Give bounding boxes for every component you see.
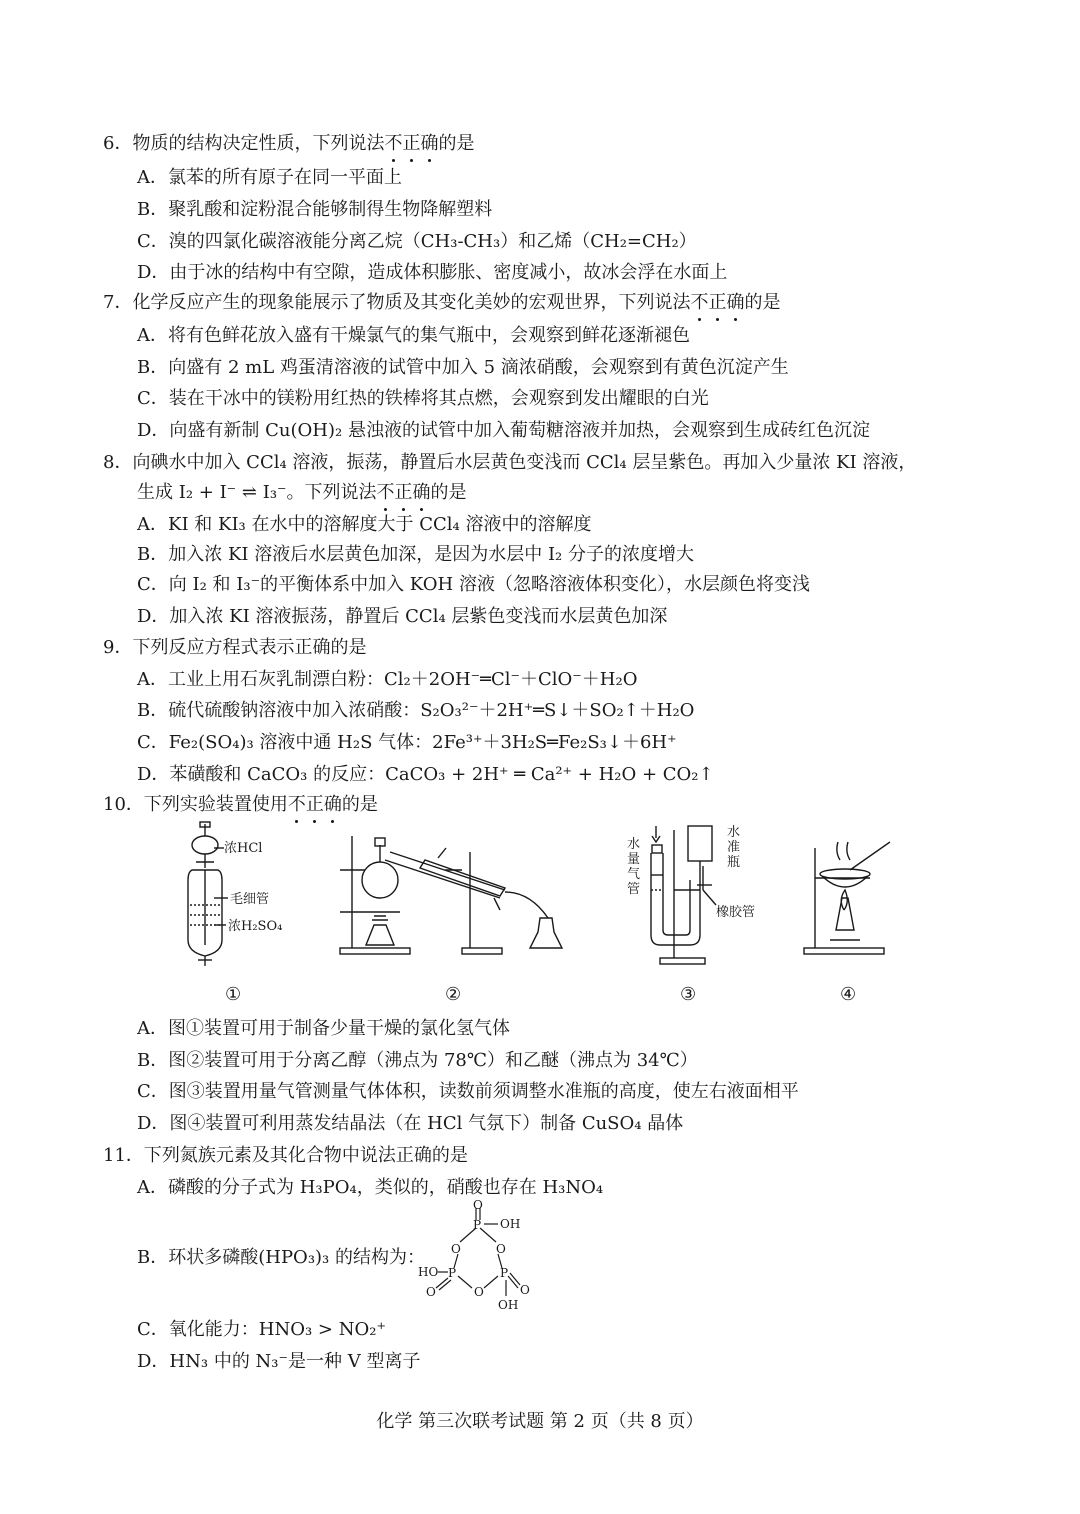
emphasis-dot-char: 确: [420, 133, 439, 154]
q10-stem: 10．下列实验装置使用不正确的是: [103, 794, 378, 815]
emphasis-dot-char: 正: [708, 292, 727, 313]
svg-text:P: P: [448, 1266, 457, 1280]
label-capillary: 毛细管: [230, 892, 270, 907]
svg-text:OH: OH: [500, 1217, 521, 1231]
emphasis-dot-char: 正: [305, 794, 324, 815]
q6-option-a: A．氯苯的所有原子在同一平面上: [137, 167, 402, 188]
emphasis-dot-char: 不: [384, 133, 403, 154]
q9-option-d: D．苯磺酸和 CaCO₃ 的反应：CaCO₃ + 2H⁺ ═ Ca²⁺ + H₂O + CO₂↑: [137, 764, 714, 785]
svg-text:OH: OH: [498, 1298, 519, 1312]
label-gauge-char: 气: [627, 867, 641, 882]
svg-text:P: P: [500, 1266, 509, 1280]
q8-stem-line1: 8．向碘水中加入 CCl₄ 溶液，振荡，静置后水层黄色变浅而 CCl₄ 层呈紫色。再加入少量浓 KI 溶液，: [103, 452, 917, 473]
page-footer: 化学 第三次联考试题 第 2 页（共 8 页）: [376, 1411, 704, 1432]
label-rubber-tube: 橡胶管: [716, 905, 756, 920]
q7-stem: 7．化学反应产生的现象能展示了物质及其变化美妙的宏观世界，下列说法不正确的是: [103, 292, 781, 313]
figure-3-gas-measuring: [651, 826, 716, 964]
figure-1-hcl-generator: [188, 822, 228, 966]
label-bottle-char: 瓶: [727, 855, 741, 870]
q10-option-c: C．图③装置用量气管测量气体体积，读数前须调整水准瓶的高度，使左右液面相平: [137, 1081, 799, 1102]
figure-3-number: ③: [680, 984, 697, 1005]
q8-option-a: A．KI 和 KI₃ 在水中的溶解度大于 CCl₄ 溶液中的溶解度: [137, 514, 592, 535]
svg-text:O: O: [473, 1200, 483, 1212]
label-gauge-char: 量: [627, 852, 641, 867]
q6-option-d: D．由于冰的结构中有空隙，造成体积膨胀、密度减小，故冰会浮在水面上: [137, 262, 728, 283]
q11-stem: 11．下列氮族元素及其化合物中说法正确的是: [103, 1145, 468, 1166]
emphasis-dot-char: 不: [287, 794, 306, 815]
svg-text:P: P: [473, 1218, 482, 1232]
q11-option-d: D．HN₃ 中的 N₃⁻是一种 V 型离子: [137, 1351, 421, 1372]
q8-option-d: D．加入浓 KI 溶液振荡，静置后 CCl₄ 层紫色变浅而水层黄色加深: [137, 606, 668, 627]
label-conc-h2so4: 浓H₂SO₄: [228, 919, 283, 934]
q9-option-b: B．硫代硫酸钠溶液中加入浓硝酸：S₂O₃²⁻＋2H⁺═S↓＋SO₂↑＋H₂O: [137, 700, 695, 721]
label-gauge-char: 管: [627, 882, 641, 897]
q10-option-d: D．图④装置可利用蒸发结晶法（在 HCl 气氛下）制备 CuSO₄ 晶体: [137, 1113, 684, 1134]
svg-text:O: O: [496, 1242, 506, 1256]
q9-option-a: A．工业上用石灰乳制漂白粉：Cl₂＋2OH⁻═Cl⁻＋ClO⁻＋H₂O: [137, 669, 638, 690]
label-gauge-char: 水: [627, 837, 641, 852]
q7-option-d: D．向盛有新制 Cu(OH)₂ 悬浊液的试管中加入葡萄糖溶液并加热，会观察到生成砖红色沉淀: [137, 420, 870, 441]
emphasis-dot-char: 不: [376, 482, 395, 503]
label-bottle-char: 水: [727, 825, 741, 840]
q9-stem: 9．下列反应方程式表示正确的是: [103, 637, 367, 658]
svg-text:O: O: [520, 1283, 530, 1297]
q11-option-b: B．环状多磷酸(HPO₃)₃ 的结构为：: [137, 1247, 425, 1268]
q7-option-a: A．将有色鲜花放入盛有干燥氯气的集气瓶中，会观察到鲜花逐渐褪色: [137, 325, 690, 346]
svg-text:HO: HO: [418, 1265, 439, 1279]
q9-option-c: C．Fe₂(SO₄)₃ 溶液中通 H₂S 气体：2Fe³⁺＋3H₂S═Fe₂S₃↓＋6H⁺: [137, 732, 677, 753]
emphasis-dot-char: 确: [726, 292, 745, 313]
emphasis-dot-char: 正: [402, 133, 421, 154]
q11-option-a: A．磷酸的分子式为 H₃PO₄，类似的，硝酸也存在 H₃NO₄: [137, 1177, 604, 1198]
q10-apparatus-figures: [0, 818, 1080, 1013]
cyclic-trimetaphosphoric-acid-structure: [410, 1200, 540, 1315]
figure-2-distillation: [340, 836, 562, 954]
emphasis-dot-char: 确: [412, 482, 431, 503]
q10-option-a: A．图①装置可用于制备少量干燥的氯化氢气体: [137, 1018, 510, 1039]
figure-1-number: ①: [225, 984, 242, 1005]
svg-text:O: O: [426, 1285, 436, 1299]
q6-option-b: B．聚乳酸和淀粉混合能够制得生物降解塑料: [137, 199, 493, 220]
q8-option-c: C．向 I₂ 和 I₃⁻的平衡体系中加入 KOH 溶液（忽略溶液体积变化），水层颜色将变浅: [137, 574, 810, 595]
q11-option-c: C．氧化能力：HNO₃ > NO₂⁺: [137, 1319, 386, 1340]
svg-text:O: O: [474, 1285, 484, 1299]
figure-4-number: ④: [840, 984, 857, 1005]
label-bottle-char: 准: [727, 840, 741, 855]
figure-2-number: ②: [445, 984, 462, 1005]
q10-option-b: B．图②装置可用于分离乙醇（沸点为 78℃）和乙醚（沸点为 34℃）: [137, 1050, 698, 1071]
emphasis-dot-char: 确: [323, 794, 342, 815]
q7-option-b: B．向盛有 2 mL 鸡蛋清溶液的试管中加入 5 滴浓硝酸，会观察到有黄色沉淀产生: [137, 357, 789, 378]
q7-option-c: C．装在干冰中的镁粉用红热的铁棒将其点燃，会观察到发出耀眼的白光: [137, 388, 709, 409]
q8-option-b: B．加入浓 KI 溶液后水层黄色加深，是因为水层中 I₂ 分子的浓度增大: [137, 544, 694, 565]
emphasis-dot-char: 不: [690, 292, 709, 313]
label-conc-hcl: 浓HCl: [224, 841, 263, 856]
svg-text:O: O: [451, 1242, 461, 1256]
figure-4-evaporation: [804, 842, 890, 954]
q6-stem: 6．物质的结构决定性质，下列说法不正确的是: [103, 133, 475, 154]
q6-option-c: C．溴的四氯化碳溶液能分离乙烷（CH₃-CH₃）和乙烯（CH₂=CH₂）: [137, 231, 697, 252]
emphasis-dot-char: 正: [394, 482, 413, 503]
q8-stem-line2: 生成 I₂ + I⁻ ⇌ I₃⁻。下列说法不正确的是: [137, 482, 467, 503]
